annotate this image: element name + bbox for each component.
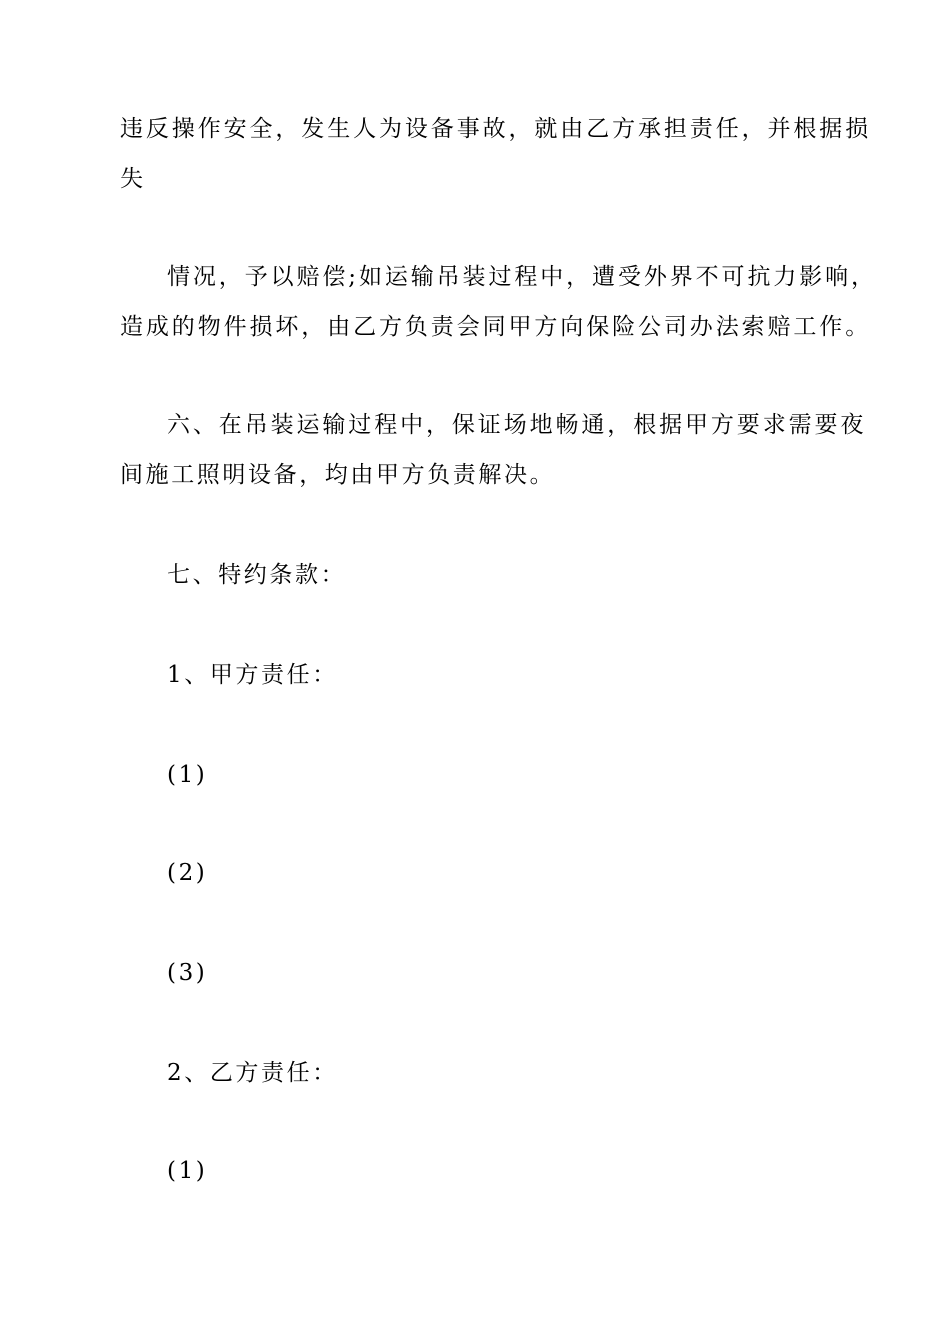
party-a-heading: 1、甲方责任： <box>167 662 338 688</box>
paragraph-1-line-1: 违反操作安全，发生人为设备事故，就由乙方承担责任，并根据损 <box>120 116 872 142</box>
party-b-heading: 2、乙方责任： <box>167 1060 338 1086</box>
paragraph-3-line-1: 六、在吊装运输过程中，保证场地畅通，根据甲方要求需要夜 <box>167 412 867 438</box>
party-a-item-2: (2) <box>167 860 208 886</box>
party-b-item-1: (1) <box>167 1158 208 1184</box>
section-7-heading: 七、特约条款： <box>167 562 347 588</box>
party-a-item-3: (3) <box>167 960 208 986</box>
paragraph-1-line-2: 失 <box>120 166 146 192</box>
paragraph-2-line-2: 造成的物件损坏，由乙方负责会同甲方向保险公司办法索赔工作。 <box>120 314 872 340</box>
paragraph-2-line-1: 情况，予以赔偿;如运输吊装过程中，遭受外界不可抗力影响， <box>167 264 877 290</box>
party-a-item-1: (1) <box>167 762 208 788</box>
paragraph-3-line-2: 间施工照明设备，均由甲方负责解决。 <box>120 462 556 488</box>
